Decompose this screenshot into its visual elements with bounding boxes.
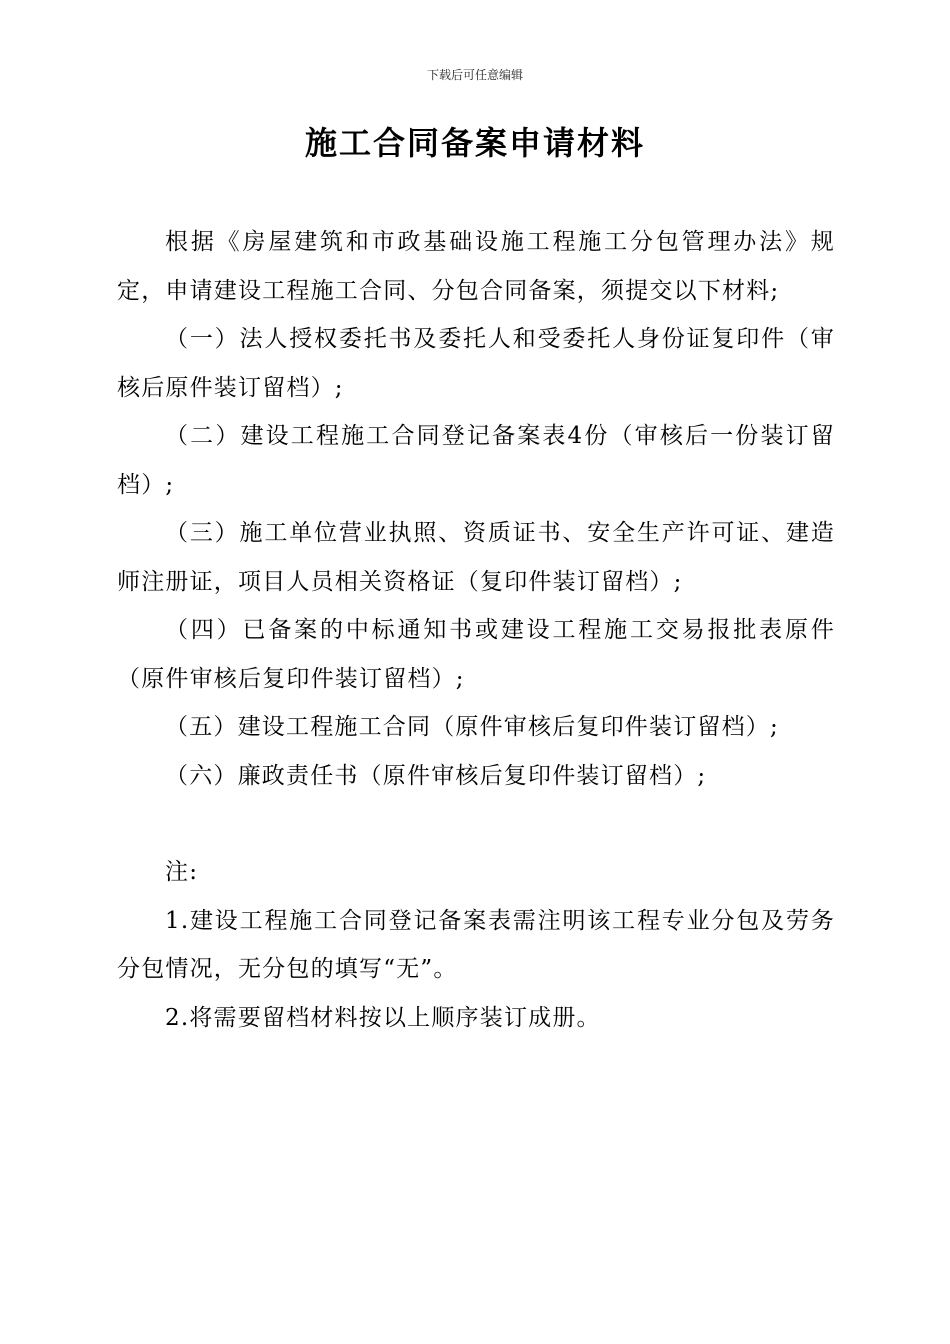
notes-heading: 注: xyxy=(165,859,199,885)
requirement-item-5: （五）建设工程施工合同（原件审核后复印件装订留档）; xyxy=(165,714,779,740)
section-spacer xyxy=(117,800,835,848)
note-item-1: 1.建设工程施工合同登记备案表需注明该工程专业分包及劳务分包情况，无分包的填写“无”。 xyxy=(117,907,835,982)
requirement-item-1: （一）法人授权委托书及委托人和受委托人身份证复印件（审核后原件装订留档）; xyxy=(117,326,835,401)
requirement-item-3: （三）施工单位营业执照、资质证书、安全生产许可证、建造师注册证，项目人员相关资格证（复印件装订留档）; xyxy=(117,520,835,595)
requirement-item-2: （二）建设工程施工合同登记备案表4份（审核后一份装订留档）; xyxy=(117,423,835,498)
intro-paragraph: 根据《房屋建筑和市政基础设施工程施工分包管理办法》规定，申请建设工程施工合同、分包合同备案，须提交以下材料; xyxy=(117,229,835,304)
page-header-note: 下载后可任意编辑 xyxy=(426,68,523,82)
document-body xyxy=(117,218,835,1042)
note-item-2: 2.将需要留档材料按以上顺序装订成册。 xyxy=(165,1004,601,1031)
requirement-item-6: （六）廉政责任书（原件审核后复印件装订留档）; xyxy=(165,762,707,789)
document-title: 施工合同备案申请材料 xyxy=(304,124,645,162)
requirement-item-4: （四）已备案的中标通知书或建设工程施工交易报批表原件（原件审核后复印件装订留档）; xyxy=(117,617,835,692)
